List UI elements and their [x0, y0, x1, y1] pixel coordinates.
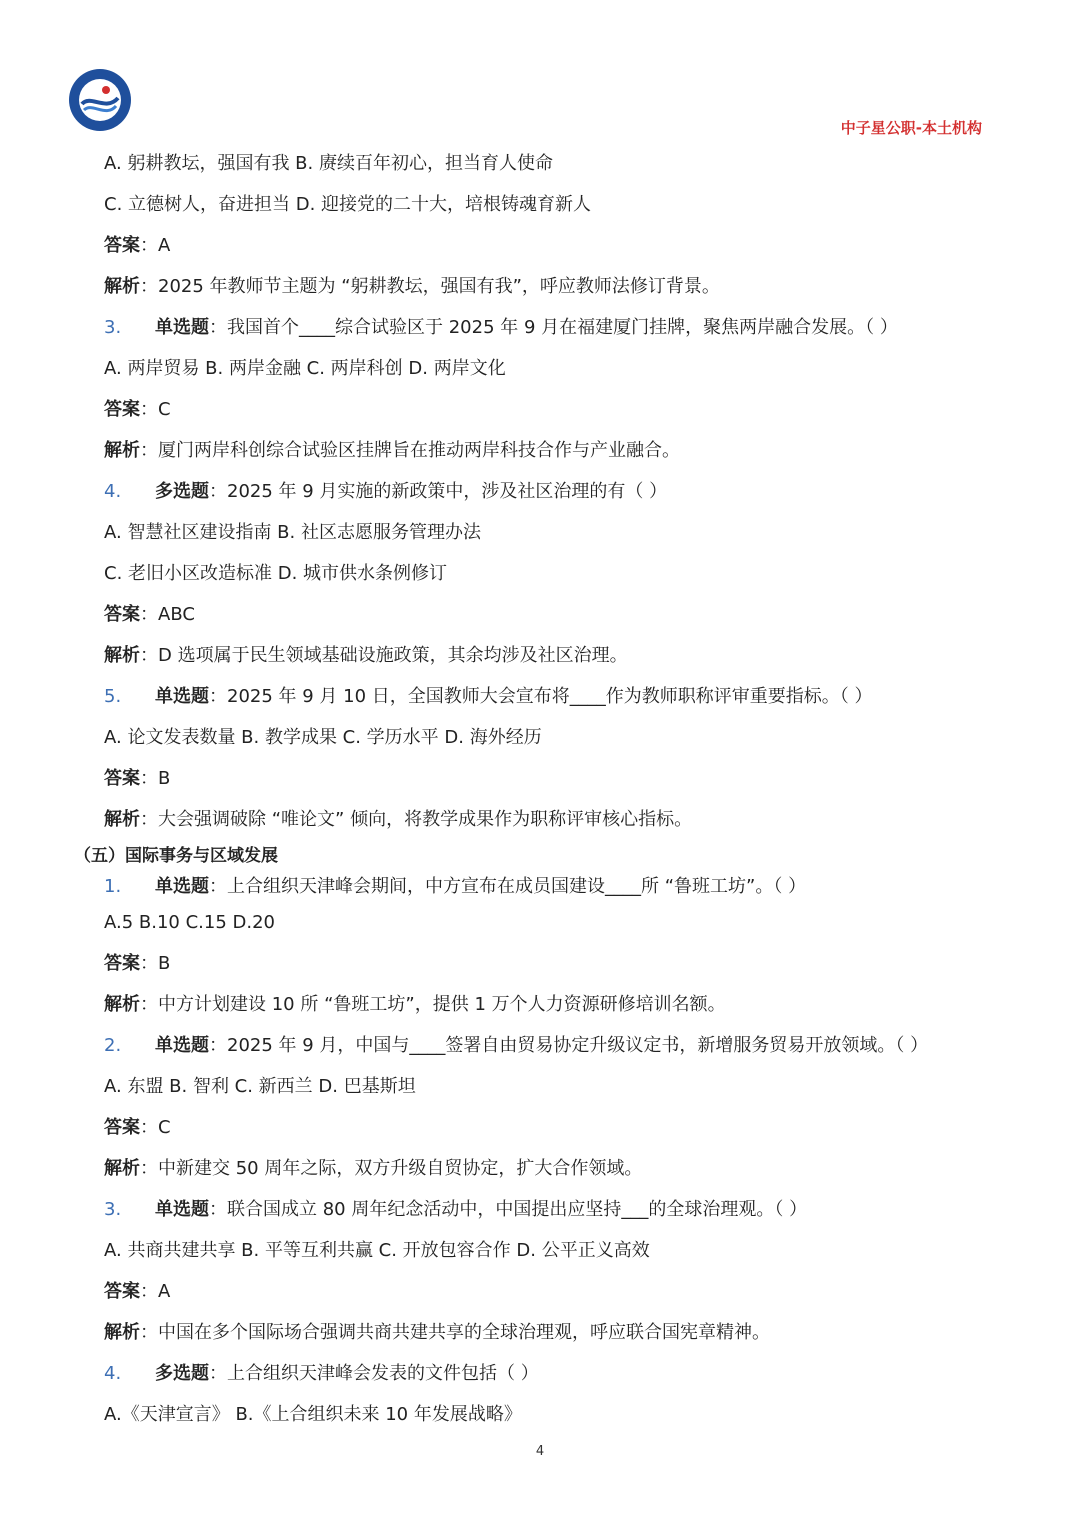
- answer-label: 答案: [104, 604, 140, 625]
- answer-label: 答案: [104, 399, 140, 420]
- question-type: 单选题: [155, 1199, 209, 1220]
- section-heading: （五）国际事务与区域发展: [74, 846, 278, 866]
- answer-value: ：B: [140, 953, 171, 974]
- answer-line: [104, 943, 1004, 984]
- question-number: 3.: [104, 1199, 122, 1220]
- option-line: A.5 B.10 C.15 D.20: [104, 912, 275, 933]
- question-number: 2.: [104, 1035, 122, 1056]
- option-line: A. 东盟 B. 智利 C. 新西兰 D. 巴基斯坦: [104, 1076, 416, 1097]
- option-line: C. 老旧小区改造标准 D. 城市供水条例修订: [104, 563, 448, 584]
- answer-value: ：A: [140, 1281, 171, 1302]
- question-type: 单选题: [155, 317, 209, 338]
- answer-value: ：C: [140, 399, 171, 420]
- question-line: [104, 471, 1004, 512]
- explanation-text: ：D 选项属于民生领域基础设施政策，其余均涉及社区治理。: [140, 645, 628, 666]
- explanation-line: [104, 1148, 1004, 1189]
- answer-line: [104, 1271, 1004, 1312]
- question-text: ：联合国成立 80 周年纪念活动中，中国提出应坚持___的全球治理观。（ ）: [209, 1199, 808, 1220]
- explanation-label: 解析: [104, 809, 140, 830]
- question-line: [104, 307, 1004, 348]
- question-number: 5.: [104, 686, 122, 707]
- answer-label: 答案: [104, 1117, 140, 1138]
- option-line: C. 立德树人，奋进担当 D. 迎接党的二十大，培根铸魂育新人: [104, 194, 592, 215]
- explanation-line: [104, 799, 1004, 840]
- explanation-line: [104, 635, 1004, 676]
- option-line: A. 共商共建共享 B. 平等互利共赢 C. 开放包容合作 D. 公平正义高效: [104, 1240, 650, 1261]
- answer-value: ：A: [140, 235, 171, 256]
- answer-line: [104, 758, 1004, 799]
- question-text: ：2025 年 9 月，中国与____签署自由贸易协定升级议定书，新增服务贸易开放领域。（ ）: [209, 1035, 929, 1056]
- explanation-label: 解析: [104, 1158, 140, 1179]
- organization-logo: [68, 68, 132, 132]
- brand-label: 中子星公职-本土机构: [840, 119, 982, 137]
- explanation-label: 解析: [104, 1322, 140, 1343]
- question-text: ：上合组织天津峰会期间，中方宣布在成员国建设____所 “鲁班工坊”。（ ）: [209, 876, 807, 897]
- answer-label: 答案: [104, 768, 140, 789]
- answer-line: [104, 594, 1004, 635]
- explanation-text: ：中新建交 50 周年之际，双方升级自贸协定，扩大合作领域。: [140, 1158, 643, 1179]
- explanation-label: 解析: [104, 994, 140, 1015]
- answer-value: ：C: [140, 1117, 171, 1138]
- explanation-line: [104, 430, 1004, 471]
- explanation-label: 解析: [104, 440, 140, 461]
- question-number: 1.: [104, 876, 122, 897]
- question-text: ：2025 年 9 月实施的新政策中，涉及社区治理的有（ ）: [209, 481, 668, 502]
- explanation-text: ：2025 年教师节主题为 “躬耕教坛，强国有我”，呼应教师法修订背景。: [140, 276, 720, 297]
- answer-label: 答案: [104, 1281, 140, 1302]
- question-text: ：上合组织天津峰会发表的文件包括（ ）: [209, 1363, 539, 1384]
- question-type: 单选题: [155, 686, 209, 707]
- option-line: A. 两岸贸易 B. 两岸金融 C. 两岸科创 D. 两岸文化: [104, 358, 506, 379]
- answer-label: 答案: [104, 953, 140, 974]
- question-line: [104, 872, 1004, 902]
- question-number: 3.: [104, 317, 122, 338]
- explanation-text: ：中方计划建设 10 所 “鲁班工坊”，提供 1 万个人力资源研修培训名额。: [140, 994, 726, 1015]
- answer-label: 答案: [104, 235, 140, 256]
- question-line: [104, 1025, 1004, 1066]
- question-type: 单选题: [155, 876, 209, 897]
- question-number: 4.: [104, 1363, 122, 1384]
- explanation-label: 解析: [104, 276, 140, 297]
- question-type: 多选题: [155, 1363, 209, 1384]
- answer-value: ：ABC: [140, 604, 195, 625]
- page-content: [74, 143, 1004, 1435]
- explanation-label: 解析: [104, 645, 140, 666]
- question-line: [104, 676, 1004, 717]
- option-line: A. 智慧社区建设指南 B. 社区志愿服务管理办法: [104, 522, 481, 543]
- explanation-text: ：厦门两岸科创综合试验区挂牌旨在推动两岸科技合作与产业融合。: [140, 440, 680, 461]
- explanation-line: [104, 1312, 1004, 1353]
- explanation-line: [104, 984, 1004, 1025]
- option-line: A. 论文发表数量 B. 教学成果 C. 学历水平 D. 海外经历: [104, 727, 542, 748]
- question-type: 多选题: [155, 481, 209, 502]
- question-text: ：2025 年 9 月 10 日，全国教师大会宣布将____作为教师职称评审重要指标。（ ）: [209, 686, 873, 707]
- answer-line: [104, 1107, 1004, 1148]
- option-line: A.《天津宣言》 B.《上合组织未来 10 年发展战略》: [104, 1404, 522, 1425]
- explanation-text: ：大会强调破除 “唯论文” 倾向，将教学成果作为职称评审核心指标。: [140, 809, 693, 830]
- answer-line: [104, 389, 1004, 430]
- question-number: 4.: [104, 481, 122, 502]
- question-line: [104, 1353, 1004, 1394]
- option-line: A. 躬耕教坛，强国有我 B. 赓续百年初心，担当育人使命: [104, 153, 553, 174]
- answer-line: [104, 225, 1004, 266]
- answer-value: ：B: [140, 768, 171, 789]
- question-line: [104, 1189, 1004, 1230]
- explanation-line: [104, 266, 1004, 307]
- question-type: 单选题: [155, 1035, 209, 1056]
- question-text: ：我国首个____综合试验区于 2025 年 9 月在福建厦门挂牌，聚焦两岸融合发展。（ ）: [209, 317, 898, 338]
- explanation-text: ：中国在多个国际场合强调共商共建共享的全球治理观，呼应联合国宪章精神。: [140, 1322, 770, 1343]
- page-number: 4: [535, 1444, 545, 1459]
